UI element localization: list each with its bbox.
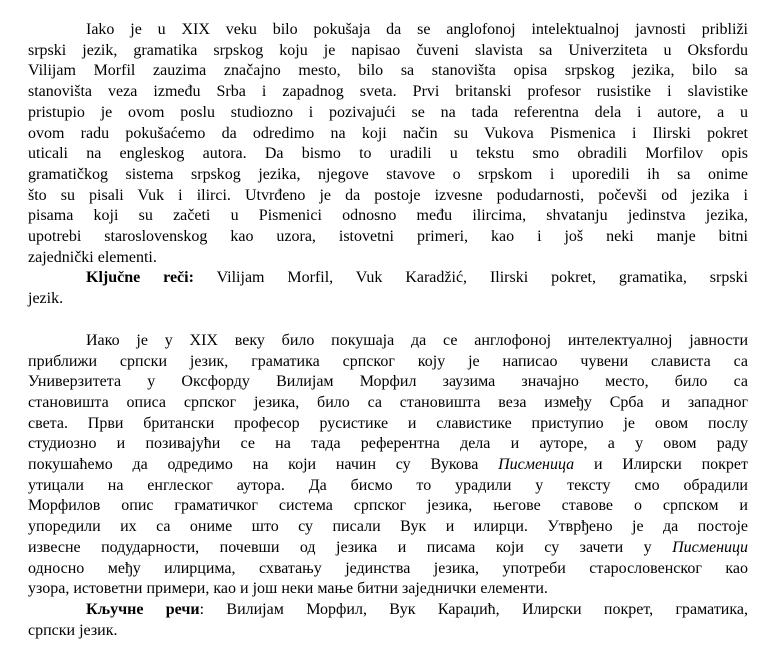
text-line: pristupio je ovom poslu studiozno i pozivajući se na tada referentna dela i autore, a u bbox=[28, 103, 748, 121]
text-line: Морфилов опис граматичког система српског језика, његове ставове о српском и bbox=[28, 497, 748, 515]
text-segment: и Илирски покрет bbox=[574, 456, 749, 474]
text-line: upotrebi staroslovenskog kao uzora, istovetni primeri, kao i još neki manje bitni bbox=[28, 228, 748, 246]
text-line: приближи српски језик, граматика српског коју је написао чувени слависта са bbox=[28, 352, 748, 370]
text-line: студиозно и позивајући се на тада референтна дела и ауторе, а у овом раду bbox=[28, 435, 748, 453]
text-line: односно међу илирцима, схватању јединства језика, употреби старословенског као bbox=[28, 559, 748, 577]
italic-term-pismenici: Писменици bbox=[672, 538, 748, 556]
text-line bbox=[28, 455, 748, 476]
text-line: stanovišta veza između Srba i zapadnog sveta. Prvi britanski profesor rusistike i slavistike bbox=[28, 83, 748, 101]
text-line: pisama koji su začeti u Pismenici odnosno među ilircima, shvatanju jedinstva jezika, bbox=[28, 207, 748, 225]
text-line: Универзитета у Оксфорду Вилијам Морфил заузима значајно место, било са bbox=[28, 373, 748, 391]
text-line: ovom radu pokušaćemo da odredimo na koji način su Vukova Pismenica i Ilirski pokret bbox=[28, 124, 748, 142]
keywords-line-cyrillic bbox=[28, 600, 748, 621]
text-line: gramatičkog sistema srpskog jezika, njegove stavove o srpskom i uporedili ih sa onime bbox=[28, 165, 748, 183]
keywords-values-cyrillic: : Вилијам Морфил, Вук Караџић, Илирски покрет, граматика, bbox=[199, 600, 748, 618]
italic-term-pismenica: Писменица bbox=[498, 456, 575, 474]
keywords-label-latin: Ključne reči: bbox=[86, 269, 194, 287]
text-segment: покушаћемо да одредимо на који начин су Вукова bbox=[28, 456, 499, 474]
text-line: uticali na engleskog autora. Da bismo to uradili u tekstu smo obradili Morfilov opis bbox=[28, 145, 748, 163]
text-line: узора, истоветни примери, као и још неки мање битни заједнички елементи. bbox=[28, 580, 548, 598]
paragraph-spacer bbox=[28, 310, 748, 331]
abstract-cyrillic bbox=[28, 331, 748, 642]
text-line: становишта описа српског језика, било са становишта веза између Срба и западног bbox=[28, 393, 748, 411]
keywords-values-latin: Vilijam Morfil, Vuk Karadžić, Ilirski pokret, gramatika, srpski bbox=[193, 269, 749, 287]
text-line: Iako je u XIX veku bilo pokušaja da se anglofonoj intelektualnoj javnosti približi bbox=[86, 21, 748, 38]
keywords-line-cyrillic-continued: српски језик. bbox=[28, 621, 118, 639]
keywords-line-latin bbox=[28, 268, 748, 289]
text-line: упоредили их са ониме што су писали Вук и илирци. Утврђено је да постоје bbox=[28, 518, 748, 536]
text-line: Иако је у XIX веку било покушаја да се англофоној интелектуалној јавности bbox=[86, 331, 748, 349]
text-line: утицали на енглеског аутора. Да бисмо то урадили у тексту смо обрадили bbox=[28, 476, 748, 494]
abstract-latin bbox=[28, 20, 748, 310]
text-line: što su pisali Vuk i ilirci. Utvrđeno je da postoje izvesne podudarnosti, počevši od jezika i bbox=[28, 186, 748, 204]
text-segment: извесне подударности, почевши од језика и писама који су зачети у bbox=[28, 538, 673, 556]
text-line: Vilijam Morfil zauzima značajno mesto, bilo sa stanovišta opisa srpskog jezika, bilo sa bbox=[28, 62, 748, 80]
text-line: света. Први британски професор русистике и славистике приступио је овом послу bbox=[28, 414, 748, 432]
keywords-line-latin-continued: jezik. bbox=[28, 290, 64, 308]
text-line bbox=[28, 538, 748, 559]
text-line: srpski jezik, gramatika srpskog koju je napisao čuveni slavista sa Univerziteta u Oksfordu bbox=[28, 41, 748, 59]
text-line: zajednički elementi. bbox=[28, 248, 157, 266]
keywords-label-cyrillic: Кључне речи bbox=[86, 600, 200, 618]
